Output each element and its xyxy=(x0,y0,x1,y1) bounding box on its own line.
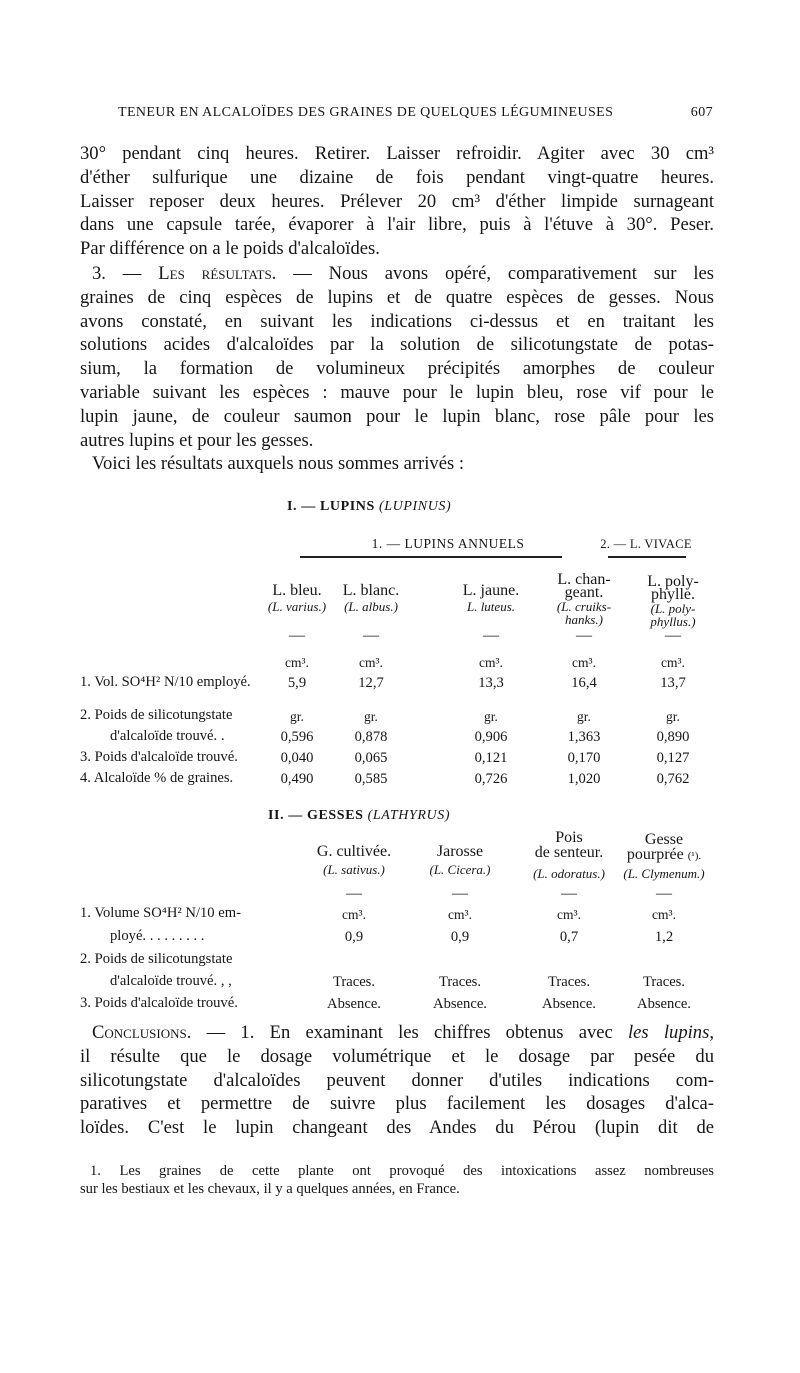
table1-heading: I. — LUPINS (LUPINUS) xyxy=(287,499,452,514)
text-line: autres lupins et pour les gesses. xyxy=(80,429,314,451)
column-header: L. chan- xyxy=(557,571,611,588)
table-cell: 0,170 xyxy=(567,750,601,766)
table-cell: Traces. xyxy=(642,974,686,990)
column-dash: — xyxy=(561,885,577,902)
column-dash: — xyxy=(656,885,672,902)
table-cell: Traces. xyxy=(332,974,376,990)
text-fragment-italic: les lupins, xyxy=(628,1022,714,1043)
text-line: lupin jaune, de couleur saumon pour le lupin blanc, rose pâle pour les xyxy=(80,405,714,427)
table-cell: 13,3 xyxy=(478,675,504,691)
column-dash: — xyxy=(363,627,379,644)
section-heading-conclusions: Conclusions. xyxy=(92,1022,192,1043)
unit-label: gr. xyxy=(484,709,498,724)
row-label: 3. Poids d'alcaloïde trouvé. xyxy=(80,995,238,1011)
unit-label: cm³. xyxy=(448,907,472,922)
table-cell: 1,363 xyxy=(567,729,601,745)
unit-label: cm³. xyxy=(479,655,503,670)
table2-heading-latin: (LATHYRUS) xyxy=(367,808,451,823)
group-header-annuels: 1. — LUPINS ANNUELS xyxy=(371,536,525,551)
row-label: 1. Volume SO⁴H² N/10 em- xyxy=(80,905,241,921)
table-cell: 0,065 xyxy=(354,750,388,766)
footnote-ref: (¹). xyxy=(687,850,702,862)
running-head-title: TENEUR EN ALCALOÏDES DES GRAINES DE QUELQUES LÉGUMINEUSES xyxy=(118,105,614,120)
row-label: 3. Poids d'alcaloïde trouvé. xyxy=(80,749,238,765)
column-header: L. bleu. xyxy=(272,582,322,599)
table-cell: 0,906 xyxy=(474,729,508,745)
row-label: 2. Poids de silicotungstate xyxy=(80,951,233,967)
table-cell: 0,7 xyxy=(559,929,579,945)
unit-label: cm³. xyxy=(652,907,676,922)
column-header: geant. xyxy=(564,584,604,601)
table-cell: Absence. xyxy=(433,996,487,1012)
table-cell: 0,490 xyxy=(280,771,314,787)
unit-label: cm³. xyxy=(285,655,309,670)
group-header-vivace: 2. — L. VIVACE xyxy=(600,537,692,551)
column-dash: — xyxy=(483,627,499,644)
table-cell: Absence. xyxy=(327,996,381,1012)
section-number: 3. — xyxy=(92,263,142,284)
results-first-line xyxy=(80,262,714,286)
table-cell: 0,121 xyxy=(474,750,508,766)
column-header: de senteur. xyxy=(534,844,604,861)
text-fragment: — 1. En examinant les chiffres obtenus avec xyxy=(206,1022,613,1043)
column-header: L. blanc. xyxy=(342,582,400,599)
table-cell: 0,762 xyxy=(656,771,690,787)
table-cell: 13,7 xyxy=(660,675,686,691)
column-header: L. poly- xyxy=(647,573,699,590)
row-label: d'alcaloïde trouvé. , , xyxy=(110,973,232,989)
text-line: dans une capsule tarée, évaporer à l'air libre, puis à l'étuve à 30°. Peser. xyxy=(80,214,714,236)
unit-label: cm³. xyxy=(342,907,366,922)
table-cell: 12,7 xyxy=(358,675,384,691)
table-cell: 0,9 xyxy=(450,929,470,945)
footnote xyxy=(80,1162,714,1198)
column-header-latin: (L. albus.) xyxy=(344,599,398,614)
text-line: Laisser reposer deux heures. Prélever 20 cm³ d'éther limpide surnageant xyxy=(80,190,714,212)
column-dash: — xyxy=(665,627,681,644)
column-header: L. jaune. xyxy=(462,582,520,599)
table-cell: 0,040 xyxy=(280,750,314,766)
conclusions-first-line xyxy=(80,1021,714,1045)
row-label: 1. Vol. SO⁴H² N/10 employé. xyxy=(80,674,251,690)
unit-label: cm³. xyxy=(661,655,685,670)
table-cell: Traces. xyxy=(438,974,482,990)
running-head xyxy=(118,105,713,125)
column-dash: — xyxy=(346,885,362,902)
column-header-latin: (L. sativus.) xyxy=(323,862,385,877)
table-cell: 0,726 xyxy=(474,771,508,787)
intro-paragraph xyxy=(80,142,714,261)
table1-heading-latin: (LUPINUS) xyxy=(379,499,452,514)
unit-label: gr. xyxy=(577,709,591,724)
unit-label: gr. xyxy=(364,709,378,724)
column-header-latin: hanks.) xyxy=(565,612,603,627)
table2-heading: II. — GESSES (LATHYRUS) xyxy=(268,808,451,823)
table-cell: 0,596 xyxy=(280,729,314,745)
text-line: 30° pendant cinq heures. Retirer. Laisser refroidir. Agiter avec 30 cm³ xyxy=(80,143,714,164)
page-number: 607 xyxy=(690,105,713,120)
text-line: Voici les résultats auxquels nous sommes arrivés : xyxy=(92,453,464,475)
unit-label: gr. xyxy=(666,709,680,724)
text-line: il résulte que le dosage volumétrique et le dosage par pesée du xyxy=(80,1045,714,1067)
text-line: solutions acides d'alcaloïdes par la solution de silicotungstate de potas- xyxy=(80,334,714,356)
table-cell: 1,020 xyxy=(567,771,601,787)
table-cell: 0,890 xyxy=(656,729,690,745)
column-header-latin: phyllus.) xyxy=(650,614,696,629)
footnote-line: sur les bestiaux et les chevaux, il y a quelques années, en France. xyxy=(80,1181,460,1197)
text-line: sium, la formation de volumineux précipités amorphes de couleur xyxy=(80,358,714,380)
row-label: d'alcaloïde trouvé. . xyxy=(110,728,225,744)
table-cell: 0,9 xyxy=(344,929,364,945)
column-dash: — xyxy=(289,627,305,644)
table-cell: Traces. xyxy=(547,974,591,990)
column-dash: — xyxy=(452,885,468,902)
row-label: 2. Poids de silicotungstate xyxy=(80,707,233,723)
text-line: silicotungstate d'alcaloïdes peuvent donner d'utiles indications com- xyxy=(80,1069,714,1091)
row-label: ployé. . . . . . . . . xyxy=(110,928,205,944)
text-line: Par différence on a le poids d'alcaloïdes. xyxy=(80,238,380,260)
conclusions-paragraph xyxy=(80,1021,714,1140)
column-header-latin: (L. cruiks- xyxy=(556,599,612,614)
column-header: Gesse xyxy=(644,831,684,848)
row-label: 4. Alcaloïde % de graines. xyxy=(80,770,234,786)
column-header: Jarosse xyxy=(436,843,484,860)
text-fragment: — Nous avons opéré, comparativement sur les xyxy=(293,263,715,284)
text-line: graines de cinq espèces de lupins et de quatre espèces de gesses. Nous xyxy=(80,286,714,308)
text-line: loïdes. C'est le lupin changeant des Andes du Pérou (lupin dit de xyxy=(80,1117,714,1139)
column-header-latin: (L. Cicera.) xyxy=(429,862,491,877)
column-header-latin: (L. odoratus.) xyxy=(533,866,605,881)
column-dash: — xyxy=(576,627,592,644)
column-header-latin: (L. varius.) xyxy=(267,599,327,614)
results-paragraph xyxy=(80,262,714,476)
table-cell: 5,9 xyxy=(287,675,307,691)
table-cell: 1,2 xyxy=(654,929,674,945)
unit-label: cm³. xyxy=(359,655,383,670)
section-heading-results: Les résultats. xyxy=(158,263,277,284)
text-line: paratives et permettre de suivre plus facilement les dosages d'alca- xyxy=(80,1093,714,1115)
column-header: G. cultivée. xyxy=(316,843,392,860)
column-header-latin: (L. Clymenum.) xyxy=(623,866,705,881)
text-line: variable suivant les espèces : mauve pour le lupin bleu, rose vif pour le xyxy=(80,381,714,403)
unit-label: cm³. xyxy=(572,655,596,670)
table-cell: 16,4 xyxy=(571,675,597,691)
table-cell: 0,127 xyxy=(656,750,690,766)
column-header: phylle. xyxy=(651,586,695,603)
table-cell: 0,585 xyxy=(354,771,388,787)
column-header-latin: L. luteus. xyxy=(466,599,516,614)
column-header-latin: (L. poly- xyxy=(650,601,696,616)
unit-label: gr. xyxy=(290,709,304,724)
unit-label: cm³. xyxy=(557,907,581,922)
group-brace xyxy=(608,556,686,558)
text-line: avons constaté, en suivant les indications ci-dessus et en traitant les xyxy=(80,310,714,332)
column-header: pourprée (¹). xyxy=(626,846,702,863)
table-cell: Absence. xyxy=(542,996,596,1012)
footnote-line: 1. Les graines de cette plante ont provoqué des intoxications assez nombreuses xyxy=(90,1163,714,1179)
text-line: d'éther sulfurique une dizaine de fois pendant vingt-quatre heures. xyxy=(80,166,714,188)
group-brace xyxy=(300,556,562,558)
column-header: Pois xyxy=(555,829,583,846)
table-cell: 0,878 xyxy=(354,729,388,745)
table-cell: Absence. xyxy=(637,996,691,1012)
